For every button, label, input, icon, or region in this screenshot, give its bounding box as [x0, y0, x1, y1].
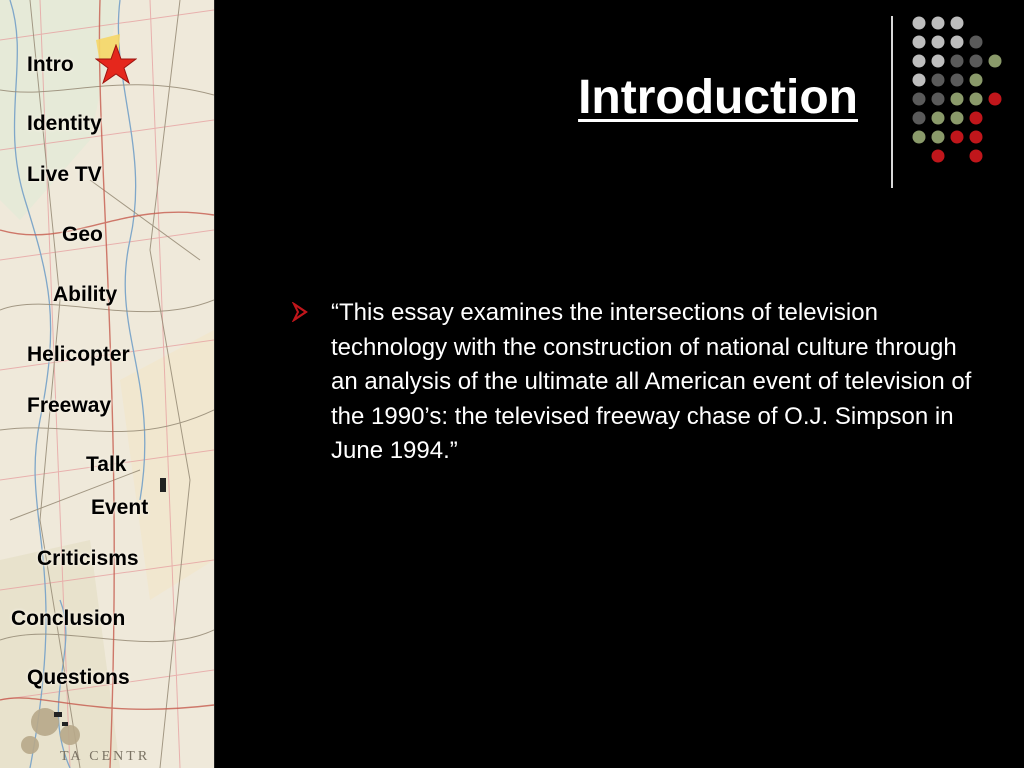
decor-dot — [913, 36, 926, 49]
decor-dot — [989, 93, 1002, 106]
decor-dot — [932, 74, 945, 87]
red-star-icon — [95, 44, 137, 86]
nav-item-helicopter[interactable]: Helicopter — [27, 343, 130, 366]
decor-dot — [932, 112, 945, 125]
decor-dot — [932, 150, 945, 163]
decor-dot — [951, 112, 964, 125]
decor-dot — [951, 36, 964, 49]
decor-dot — [989, 55, 1002, 68]
nav-item-ability[interactable]: Ability — [53, 283, 118, 306]
decor-dot — [951, 93, 964, 106]
arrow-bullet-icon — [292, 302, 310, 322]
nav-item-event[interactable]: Event — [91, 496, 149, 519]
nav-item-identity[interactable]: Identity — [27, 112, 102, 135]
quote-bullet-text: “This essay examines the intersections of television technology with the construction of national culture through an analysis of the ultimate all American event of television of the 1990’s: the televised freeway chase of O.J. Simpson in June 1994.” — [331, 299, 972, 464]
nav-item-live-tv[interactable]: Live TV — [27, 163, 102, 186]
decor-dot — [970, 74, 983, 87]
nav-item-freeway[interactable]: Freeway — [27, 394, 112, 417]
nav-item-criticisms[interactable]: Criticisms — [37, 547, 139, 570]
nav-item-intro[interactable]: Intro — [27, 53, 74, 76]
map-sidebar — [0, 0, 215, 768]
decor-dot — [970, 150, 983, 163]
decor-dot — [932, 17, 945, 30]
nav-item-talk[interactable]: Talk — [86, 453, 127, 476]
decor-dot — [913, 17, 926, 30]
decor-dot — [913, 131, 926, 144]
decor-dot — [951, 55, 964, 68]
svg-text:TA CENTR: TA CENTR — [60, 749, 151, 764]
dot-grid-decoration — [905, 10, 1005, 170]
decor-dot — [913, 93, 926, 106]
decor-dot — [970, 36, 983, 49]
decor-dot — [913, 112, 926, 125]
decor-dot — [970, 131, 983, 144]
decor-dot — [913, 74, 926, 87]
nav-item-geo[interactable]: Geo — [62, 223, 103, 246]
decor-dot — [932, 131, 945, 144]
decor-dot — [913, 55, 926, 68]
decor-dot — [932, 55, 945, 68]
decor-dot — [970, 55, 983, 68]
decor-dot — [970, 112, 983, 125]
decor-dot — [932, 36, 945, 49]
decor-dot — [932, 93, 945, 106]
slide-title: Introduction — [578, 71, 858, 124]
divider-line — [891, 16, 893, 188]
decor-dot — [951, 131, 964, 144]
nav-item-questions[interactable]: Questions — [27, 666, 130, 689]
decor-dot — [951, 17, 964, 30]
decor-dot — [951, 74, 964, 87]
nav-item-conclusion[interactable]: Conclusion — [11, 607, 126, 630]
decor-dot — [970, 93, 983, 106]
